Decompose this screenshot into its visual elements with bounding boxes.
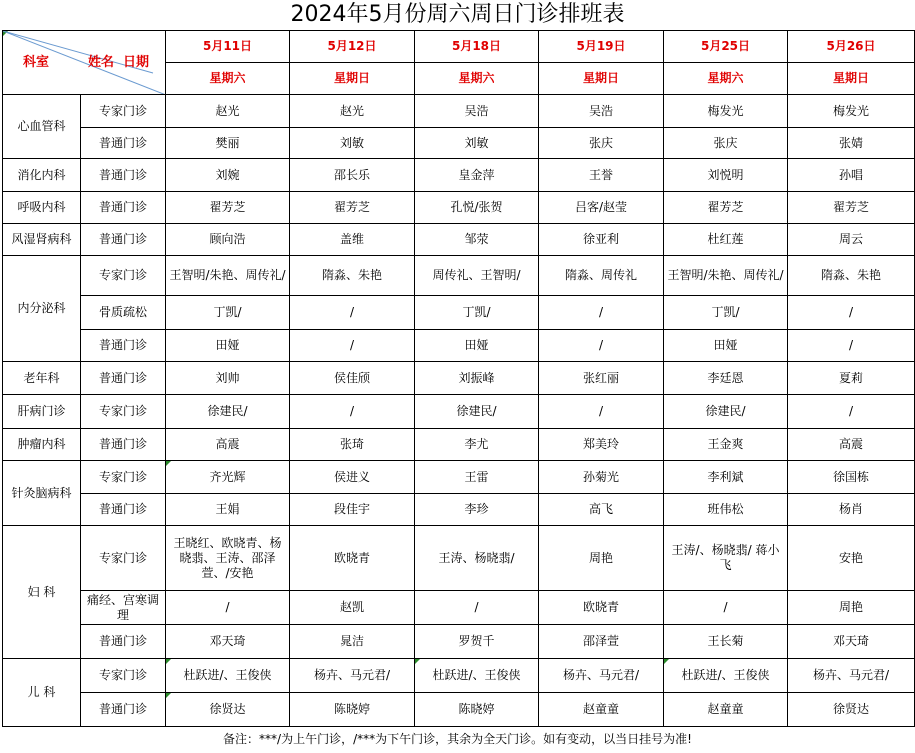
doctor-cell: / [166,591,290,625]
doctor-cell: 王长菊 [664,625,788,659]
clinic-type-cell: 专家门诊 [81,256,166,296]
doctor-cell: 隋淼、朱艳 [290,256,415,296]
clinic-type-cell: 普通门诊 [81,693,166,727]
doctor-cell: 赵童童 [539,693,664,727]
date-header: 5月11日 [166,31,290,63]
doctor-cell: 樊丽 [166,128,290,159]
doctor-cell: 周云 [788,224,915,256]
schedule-row [3,362,915,395]
date-header: 5月18日 [415,31,539,63]
schedule-body [3,95,915,727]
doctor-cell: / [788,330,915,362]
doctor-cell: 王誉 [539,159,664,192]
department-cell: 心血管科 [3,95,81,159]
doctor-cell: 刘婉 [166,159,290,192]
doctor-cell: 赵童童 [664,693,788,727]
doctor-cell: 邓天琦 [166,625,290,659]
doctor-cell: 梅发光 [664,95,788,128]
doctor-cell: 王涛/、杨晓翡/ 蒋小飞 [664,526,788,591]
weekday-header: 星期日 [290,63,415,95]
doctor-cell: 杜红莲 [664,224,788,256]
doctor-cell: 张婧 [788,128,915,159]
doctor-cell: 吴浩 [415,95,539,128]
schedule-row [3,693,915,727]
doctor-cell: 孙唱 [788,159,915,192]
page-title: 2024年5月份周六周日门诊排班表 [290,2,625,27]
doctor-cell: 徐建民/ [415,395,539,429]
date-header: 5月26日 [788,31,915,63]
doctor-cell: 徐贤达 [166,693,290,727]
weekday-header: 星期日 [788,63,915,95]
doctor-cell: 刘悦明 [664,159,788,192]
department-cell: 妇 科 [3,526,81,659]
doctor-cell: 陈晓婷 [415,693,539,727]
department-cell: 肝病门诊 [3,395,81,429]
doctor-cell: / [788,395,915,429]
clinic-type-cell: 普通门诊 [81,362,166,395]
doctor-cell: 盖维 [290,224,415,256]
doctor-cell: 郑美玲 [539,429,664,461]
department-cell: 儿 科 [3,659,81,727]
doctor-cell: 李尤 [415,429,539,461]
doctor-cell: 高飞 [539,494,664,526]
clinic-type-cell: 普通门诊 [81,330,166,362]
doctor-cell: 张琦 [290,429,415,461]
doctor-cell: 夏莉 [788,362,915,395]
doctor-cell: 徐建民/ [664,395,788,429]
doctor-cell: 张红丽 [539,362,664,395]
doctor-cell: 刘帅 [166,362,290,395]
doctor-cell: 杜跃进/、王俊侠 [664,659,788,693]
schedule-row [3,330,915,362]
doctor-cell: 杜跃进/、王俊侠 [166,659,290,693]
doctor-cell: 隋淼、朱艳 [788,256,915,296]
clinic-type-cell: 普通门诊 [81,494,166,526]
doctor-cell: 齐光辉 [166,461,290,494]
doctor-cell: / [290,296,415,330]
doctor-cell: 翟芳芝 [290,192,415,224]
clinic-type-cell: 普通门诊 [81,224,166,256]
clinic-type-cell: 普通门诊 [81,625,166,659]
doctor-cell: 丁凯/ [415,296,539,330]
doctor-cell: 周传礼、王智明/ [415,256,539,296]
doctor-cell: 张庆 [539,128,664,159]
doctor-cell: 杨卉、马元君/ [539,659,664,693]
doctor-cell: 田娅 [664,330,788,362]
doctor-cell: 翟芳芝 [664,192,788,224]
footer-note: 备注：***/为上午门诊，/***为下午门诊，其余为全天门诊。如有变动，以当日挂号为准! [223,732,692,746]
schedule-row [3,159,915,192]
doctor-cell: 丁凯/ [166,296,290,330]
clinic-type-cell: 专家门诊 [81,659,166,693]
schedule-row [3,429,915,461]
doctor-cell: 刘敏 [290,128,415,159]
weekday-header: 星期六 [166,63,290,95]
doctor-cell: 王晓红、欧晓青、杨晓翡、王涛、邵泽萱、/安艳 [166,526,290,591]
schedule-table [2,30,915,727]
doctor-cell: / [415,591,539,625]
date-header: 5月12日 [290,31,415,63]
dept-label: 科室 [23,55,50,70]
date-header: 5月25日 [664,31,788,63]
doctor-cell: 吕客/赵莹 [539,192,664,224]
doctor-cell: / [664,591,788,625]
name-label: 姓名 [88,55,115,70]
clinic-type-cell: 专家门诊 [81,395,166,429]
doctor-cell: 张庆 [664,128,788,159]
department-cell: 风湿肾病科 [3,224,81,256]
clinic-type-cell: 普通门诊 [81,128,166,159]
doctor-cell: 王娟 [166,494,290,526]
doctor-cell: 隋淼、周传礼 [539,256,664,296]
doctor-cell: 翟芳芝 [788,192,915,224]
clinic-type-cell: 普通门诊 [81,429,166,461]
clinic-type-cell: 专家门诊 [81,526,166,591]
schedule-row [3,591,915,625]
doctor-cell: / [539,296,664,330]
doctor-cell: 徐亚利 [539,224,664,256]
doctor-cell: 王智明/朱艳、周传礼/ [166,256,290,296]
schedule-row [3,395,915,429]
schedule-row [3,128,915,159]
department-cell: 针灸脑病科 [3,461,81,526]
doctor-cell: / [539,330,664,362]
weekday-header: 星期六 [664,63,788,95]
clinic-type-cell: 痛经、宫寒调理 [81,591,166,625]
date-label: 日期 [123,55,150,70]
schedule-row [3,256,915,296]
doctor-cell: 王智明/朱艳、周传礼/ [664,256,788,296]
weekday-header: 星期日 [539,63,664,95]
doctor-cell: 翟芳芝 [166,192,290,224]
doctor-cell: 王雷 [415,461,539,494]
doctor-cell: 侯佳颀 [290,362,415,395]
schedule-row [3,625,915,659]
schedule-row [3,192,915,224]
schedule-row [3,526,915,591]
doctor-cell: 吴浩 [539,95,664,128]
doctor-cell: 邵泽萱 [539,625,664,659]
doctor-cell: 安艳 [788,526,915,591]
doctor-cell: 顾向浩 [166,224,290,256]
doctor-cell: 田娅 [415,330,539,362]
doctor-cell: 欧晓青 [539,591,664,625]
department-cell: 消化内科 [3,159,81,192]
doctor-cell: 周艳 [788,591,915,625]
date-header-row [3,31,915,63]
doctor-cell: 赵光 [290,95,415,128]
doctor-cell: 孔悦/张贺 [415,192,539,224]
doctor-cell: 王金爽 [664,429,788,461]
schedule-row [3,494,915,526]
doctor-cell: 高震 [788,429,915,461]
doctor-cell: 班伟松 [664,494,788,526]
doctor-cell: 田娅 [166,330,290,362]
clinic-type-cell: 普通门诊 [81,192,166,224]
doctor-cell: 孙菊光 [539,461,664,494]
doctor-cell: 陈晓婷 [290,693,415,727]
doctor-cell: 邹荥 [415,224,539,256]
doctor-cell: 李廷恩 [664,362,788,395]
clinic-type-cell: 普通门诊 [81,159,166,192]
doctor-cell: 周艳 [539,526,664,591]
doctor-cell: 杨肖 [788,494,915,526]
doctor-cell: 段佳宇 [290,494,415,526]
doctor-cell: 王涛、杨晓翡/ [415,526,539,591]
doctor-cell: 杨卉、马元君/ [788,659,915,693]
doctor-cell: 梅发光 [788,95,915,128]
department-cell: 呼吸内科 [3,192,81,224]
doctor-cell: 邓天琦 [788,625,915,659]
doctor-cell: 刘振峰 [415,362,539,395]
department-cell: 内分泌科 [3,256,81,362]
doctor-cell: 李利斌 [664,461,788,494]
schedule-row [3,461,915,494]
doctor-cell: / [788,296,915,330]
doctor-cell: 赵光 [166,95,290,128]
weekday-header: 星期六 [415,63,539,95]
schedule-row [3,95,915,128]
doctor-cell: 徐建民/ [166,395,290,429]
doctor-cell: 邵长乐 [290,159,415,192]
clinic-type-cell: 专家门诊 [81,461,166,494]
doctor-cell: 赵凯 [290,591,415,625]
date-header: 5月19日 [539,31,664,63]
doctor-cell: / [539,395,664,429]
clinic-type-cell: 骨质疏松 [81,296,166,330]
doctor-cell: 杜跃进/、王俊侠 [415,659,539,693]
doctor-cell: 皇金萍 [415,159,539,192]
doctor-cell: 李珍 [415,494,539,526]
doctor-cell: 欧晓青 [290,526,415,591]
department-cell: 老年科 [3,362,81,395]
doctor-cell: 徐贤达 [788,693,915,727]
doctor-cell: 丁凯/ [664,296,788,330]
doctor-cell: / [290,330,415,362]
corner-header [3,31,166,95]
schedule-row [3,296,915,330]
doctor-cell: 杨卉、马元君/ [290,659,415,693]
doctor-cell: 徐国栋 [788,461,915,494]
schedule-row [3,224,915,256]
doctor-cell: 罗贺千 [415,625,539,659]
clinic-type-cell: 专家门诊 [81,95,166,128]
doctor-cell: 刘敏 [415,128,539,159]
doctor-cell: 侯进义 [290,461,415,494]
doctor-cell: / [290,395,415,429]
doctor-cell: 高震 [166,429,290,461]
department-cell: 肿瘤内科 [3,429,81,461]
schedule-row [3,659,915,693]
doctor-cell: 晁洁 [290,625,415,659]
